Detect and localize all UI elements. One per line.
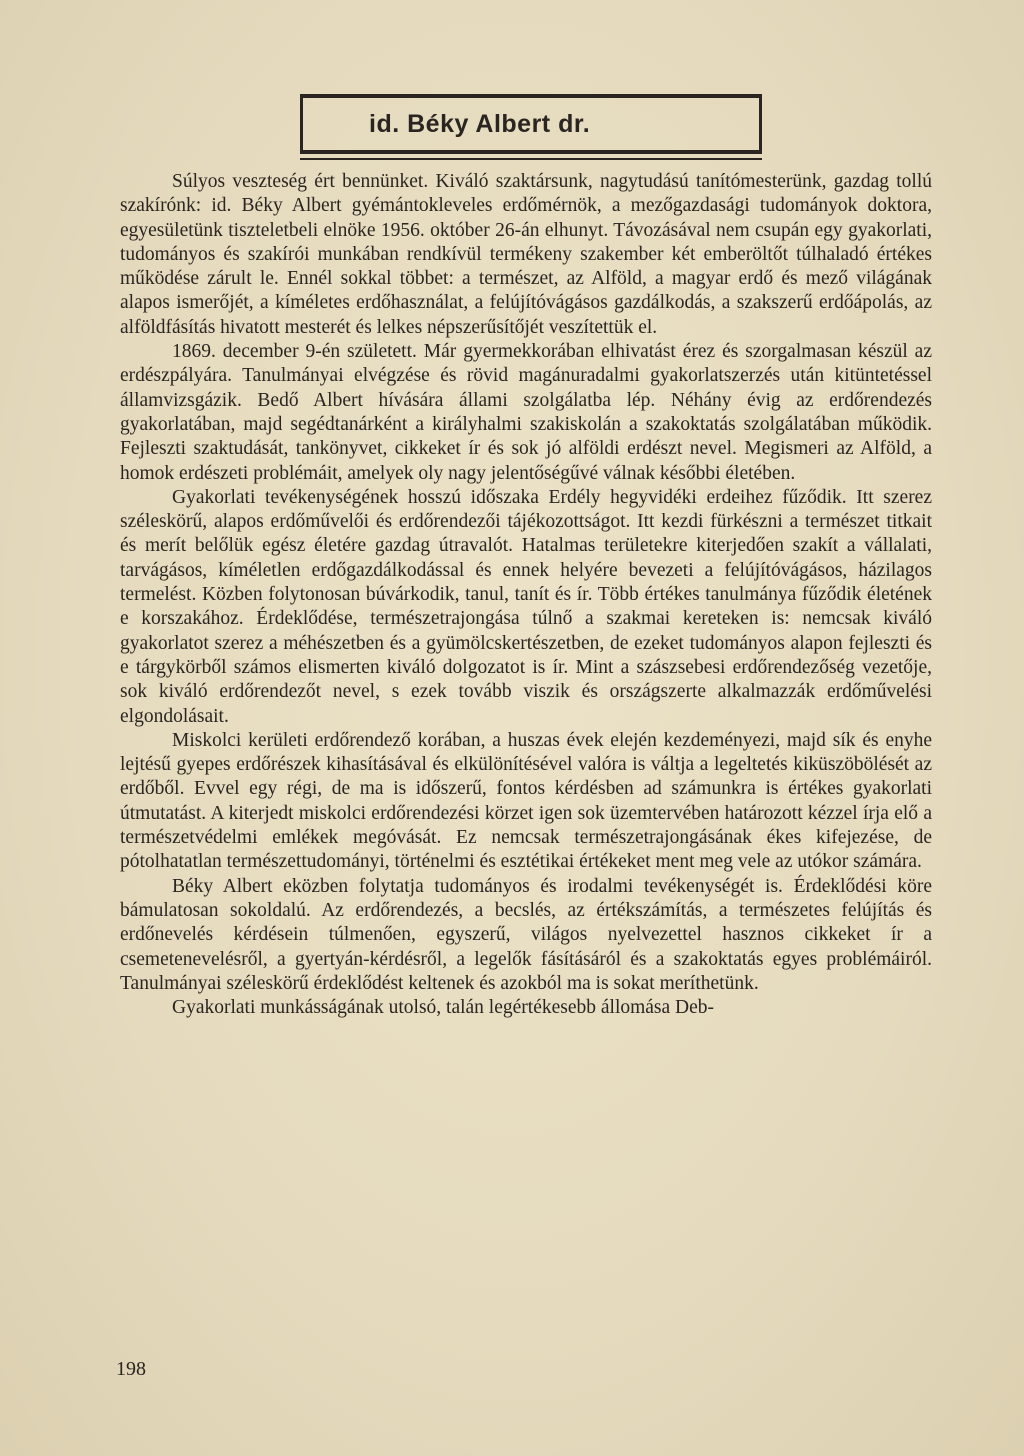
paragraph-5: Béky Albert eközben folytatja tudományos és irodalmi tevékenységét is. Érdeklődési köre bámulatosan sokoldalú. Az erdőrendezés, a becslés, az értékszámítás, a természetes felújítás és erdőnevelés kérdésein túlmenően, egyszerű, világos nyelvezettel hasznos cikkeket ír a csemetenevelésről, a gyertyán-kérdésről, a legelők fásításáról és a szakoktatás egyes problémáiról. Tanulmányai széleskörű érdeklődést keltenek és azokból ma is sokat meríthetünk. (120, 875, 932, 994)
page-number: 198 (116, 1358, 146, 1380)
paragraph-3: Gyakorlati tevékenységének hosszú időszaka Erdély hegyvidéki erdeihez fűződik. Itt szerez széleskörű, alapos erdőművelői és erdőrendezői tájékozottságot. Itt kezdi fürkészni a természet titkait és merít belőlük egész életére gazdag útravalót. Hatalmas területekre kiterjedően szakít a vállalati, tarvágásos, kíméletlen erdőgazdálkodással és ennek helyére bevezeti a felújítóvágásos, házilagos termelést. Közben folytonosan búvárkodik, tanul, tanít és ír. Több értékes tanulmánya fűződik életének e korszakához. Érdeklődése, természetrajongása túlnő a szakmai kereteken is: nemcsak kiváló gyakorlatot szerez a méhészetben és a gyümölcskertészetben, de ezeket tudományos alapon fejleszti és e tárgykörből számos elismerten kiváló dolgozatot is ír. Mint a szászsebesi erdőrendezőség vezetője, sok kiváló erdőrendezőt nevel, s ezek tovább viszik és országszerte alkalmazzák erdőművelési elgondolásait. (120, 486, 932, 727)
paragraph-1: Súlyos veszteség ért bennünket. Kiváló szaktársunk, nagytudású tanítómesterünk, gazdag tollú szakírónk: id. Béky Albert gyémántokleveles erdőmérnök, a mezőgazdasági tudományok doktora, egyesületünk tiszteletbeli elnöke 1956. október 26-án elhunyt. Távozásával nem csupán egy gyakorlati, tudományos és szakírói munkában rendkívül termékeny szakember két emberöltőt túlhaladó értékes működése zárult le. Ennél sokkal többet: a természet, az Alföld, a magyar erdő és mező világának alapos ismerőjét, a kíméletes erdőhasználat, a felújítóvágásos gazdálkodás, a szakszerű erdőápolás, az alföldfásítás hivatott mesterét és lelkes népszerűsítőjét veszítettük el. (120, 171, 932, 338)
title-frame (300, 94, 762, 154)
article-body (120, 170, 932, 1020)
article-title: id. Béky Albert dr. (369, 110, 591, 138)
paragraph-4: Miskolci kerületi erdőrendező korában, a huszas évek elején kezdeményezi, majd sík és enyhe lejtésű gyepes erdőrészek kihasításával és elkülönítésével valóra is váltja a legeltetés kiküszöbölését az erdőből. Evvel egy régi, de ma is időszerű, fontos kérdésben ad számunkra is értékes gyakorlati útmutatást. A kiterjedt miskolci erdőrendezési körzet igen sok üzemtervében határozott kézzel írja elő a természetvédelmi emlékek megóvását. Ez nemcsak természetrajongásának ékes kifejezése, de pótolhatatlan természettudományi, történelmi és esztétikai értékeket ment meg vele az utókor számára. (120, 729, 932, 873)
paragraph-2: 1869. december 9-én született. Már gyermekkorában elhivatást érez és szorgalmasan készül az erdészpályára. Tanulmányai elvégzése és rövid magánuradalmi gyakorlatszerzés után kitüntetéssel államvizsgázik. Bedő Albert hívására állami szolgálatba lép. Néhány évig az erdőrendezés gyakorlatában, majd segédtanárként a királyhalmi szakiskolán a szakoktatás szolgálatában működik. Fejleszti szaktudását, tankönyvet, cikkeket ír és sok jó alföldi erdészt nevel. Megismeri az Alföld, a homok erdészeti problémáit, amelyek oly nagy jelentőségűvé válnak későbbi életében. (120, 341, 932, 484)
paragraph-6: Gyakorlati munkásságának utolsó, talán legértékesebb állomása Deb- (172, 997, 715, 1019)
